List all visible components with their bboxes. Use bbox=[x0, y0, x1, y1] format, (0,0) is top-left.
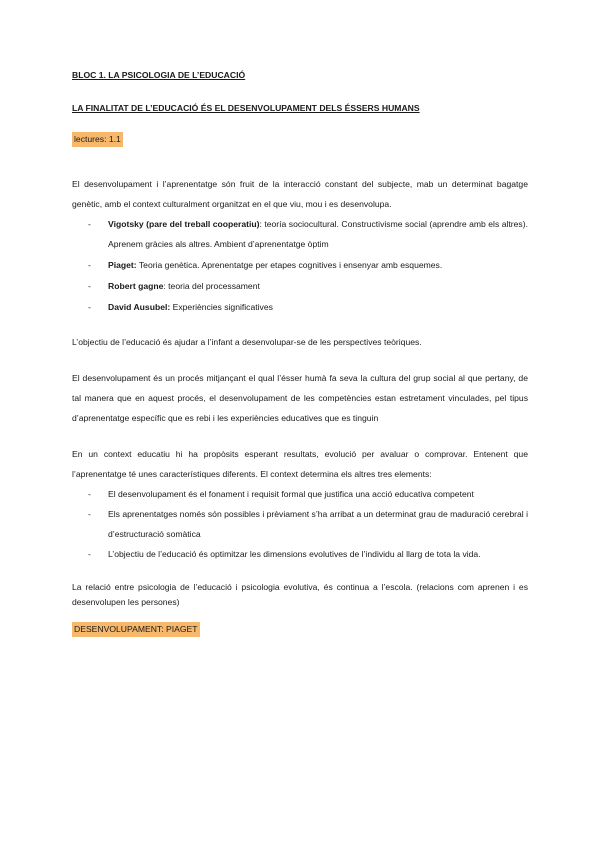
development-paragraph: El desenvolupament és un procés mitjançant el qual l’ésser humà fa seva la cultura del grup social al que pertany, de tal manera que en aquest procés, el desenvolupament de les competències estan estretament vinculades, pel tipus d’aprenentatge específic que es rebi i les experiències educatives que es tinguin bbox=[72, 373, 528, 423]
relation-paragraph: La relació entre psicologia de l’educació i psicologia evolutiva, és continua a l’escola. (relacions com aprenen i es desenvolupen les persones) bbox=[72, 582, 528, 607]
elements-list bbox=[72, 484, 528, 564]
document-subtitle: LA FINALITAT DE L’EDUCACIÓ ÉS EL DESENVOLUPAMENT DELS ÉSSERS HUMANS bbox=[72, 103, 420, 113]
list-dash: - bbox=[88, 219, 91, 229]
list-item bbox=[72, 255, 528, 275]
theorist-description: Teoria genètica. Aprenentatge per etapes cognitives i ensenyar amb esquemes. bbox=[136, 260, 443, 270]
list-item bbox=[72, 297, 528, 317]
theorist-description: : teoría sociocultural. Constructivisme social (aprendre amb els altres). Aprenem gràcies als altres. Ambient d’aprenentatge òptim bbox=[108, 219, 528, 249]
document-title: BLOC 1. LA PSICOLOGIA DE L’EDUCACIÓ bbox=[72, 70, 246, 80]
list-item bbox=[72, 214, 528, 254]
section-heading-piaget: DESENVOLUPAMENT: PIAGET bbox=[72, 622, 200, 637]
theorist-description: Experiències significatives bbox=[170, 302, 273, 312]
list-dash: - bbox=[88, 281, 91, 291]
list-item bbox=[72, 276, 528, 296]
objective-paragraph: L’objectiu de l’educació és ajudar a l’infant a desenvolupar-se de les perspectives teòriques. bbox=[72, 337, 422, 347]
document-page bbox=[72, 68, 528, 637]
element-text: L’objectiu de l’educació és optimitzar les dimensions evolutives de l’individu al llarg de tota la vida. bbox=[108, 549, 481, 559]
list-item bbox=[72, 504, 528, 544]
lectures-label-wrapper bbox=[72, 132, 528, 147]
context-paragraph: En un context educatiu hi ha propòsits esperant resultats, evolució per avaluar o comprovar. Entenent que l’aprenentatge té unes característiques diferents. El context determina els altres tres elements: bbox=[72, 449, 528, 479]
list-dash: - bbox=[88, 260, 91, 270]
element-text: Els aprenentatges només són possibles i prèviament s’ha arribat a un determinat grau de maduració cerebral i d’estructuració somàtica bbox=[108, 509, 528, 539]
list-dash: - bbox=[88, 509, 91, 519]
element-text: El desenvolupament és el fonament i requisit formal que justifica una acció educativa competent bbox=[108, 489, 474, 499]
theorist-name: Piaget: bbox=[108, 260, 137, 270]
theorist-name: Robert gagne bbox=[108, 281, 164, 291]
list-item bbox=[72, 484, 528, 504]
theorists-list bbox=[72, 214, 528, 317]
section-heading-wrapper bbox=[72, 622, 528, 637]
intro-paragraph: El desenvolupament i l’aprenentatge són fruit de la interacció constant del subjecte, mab un determinat bagatge genètic, amb el context culturalment organitzat en el que viu, mou i es desenvolupa. bbox=[72, 179, 528, 209]
theorist-name: Vigotsky (pare del treball cooperatiu) bbox=[108, 219, 260, 229]
theorist-name: David Ausubel: bbox=[108, 302, 171, 312]
list-dash: - bbox=[88, 549, 91, 559]
list-dash: - bbox=[88, 302, 91, 312]
lectures-label: lectures: 1.1 bbox=[72, 132, 123, 147]
list-dash: - bbox=[88, 489, 91, 499]
list-item bbox=[72, 544, 528, 564]
theorist-description: : teoria del processament bbox=[163, 281, 260, 291]
